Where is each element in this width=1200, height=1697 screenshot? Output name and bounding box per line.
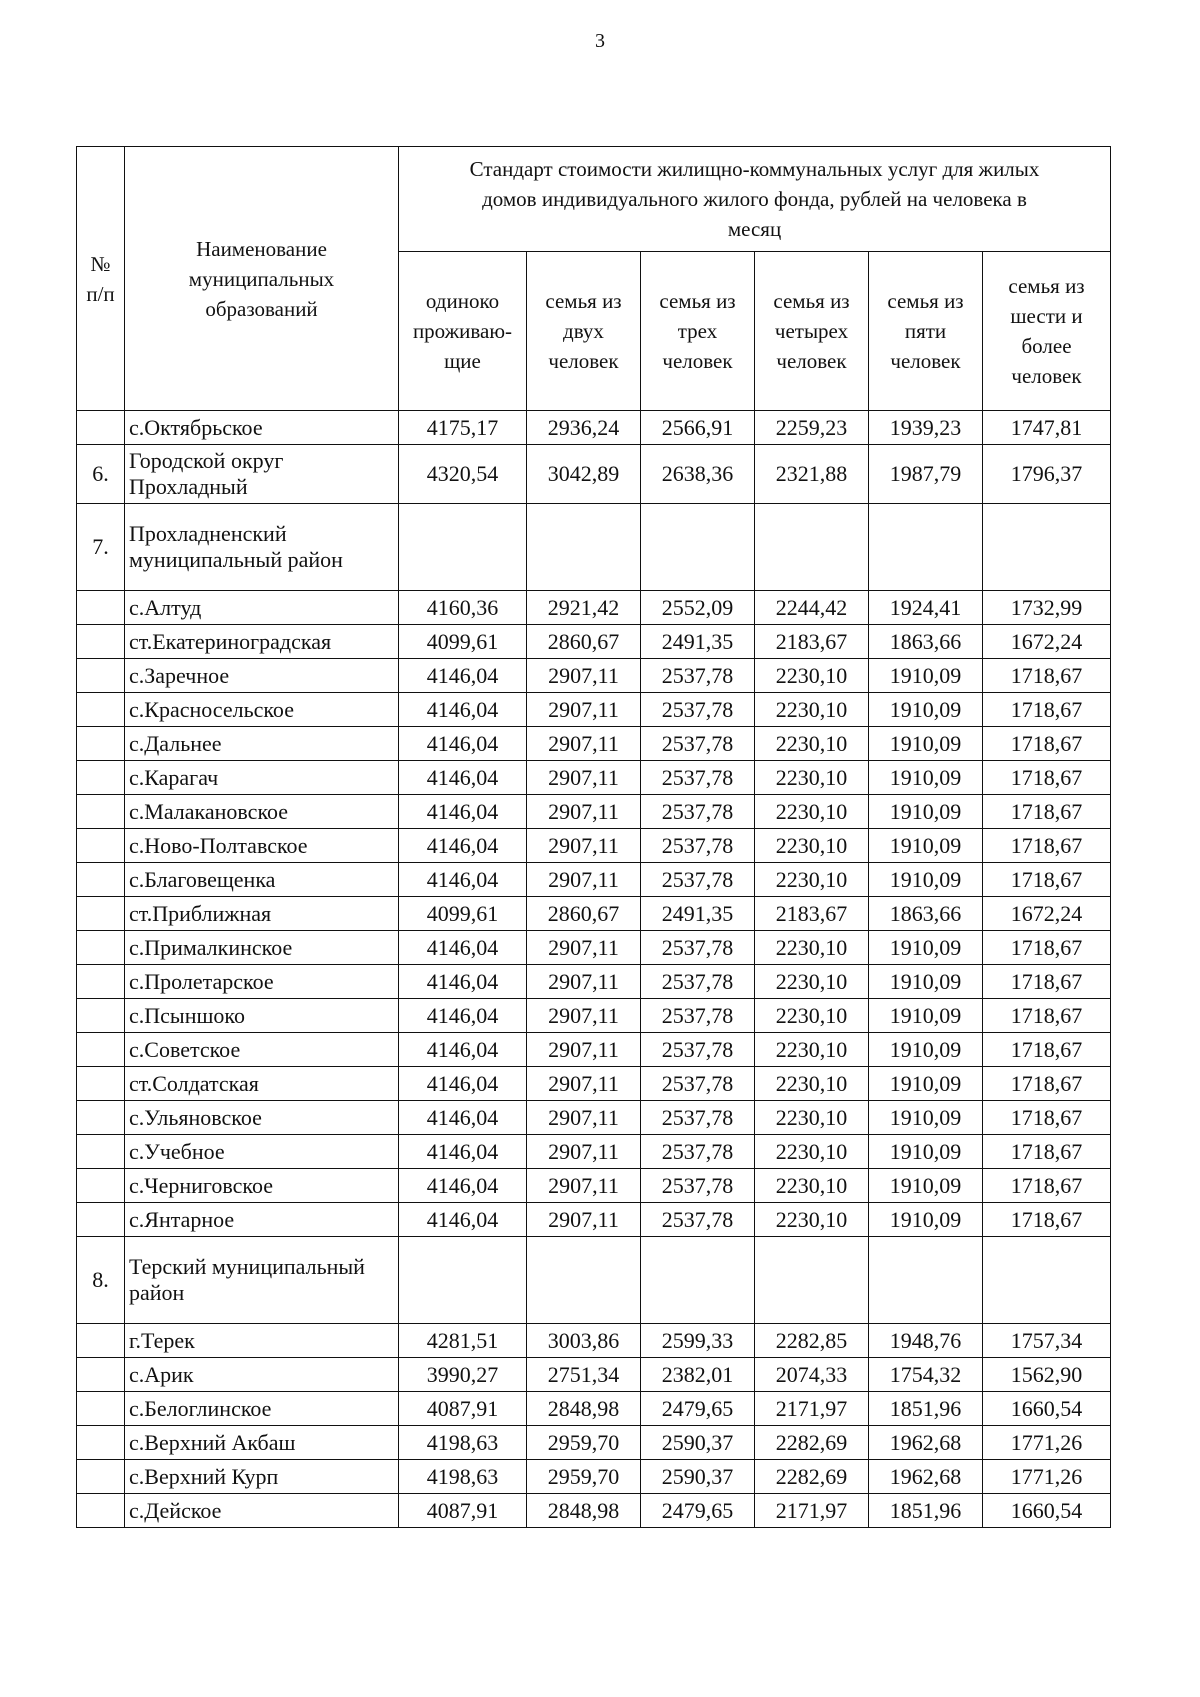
cost-value: 4146,04	[399, 693, 527, 727]
cost-value: 2936,24	[527, 411, 641, 445]
cost-value: 2959,70	[527, 1426, 641, 1460]
cost-value: 1910,09	[869, 795, 983, 829]
cost-value: 1718,67	[983, 1033, 1111, 1067]
table-row	[77, 693, 1111, 727]
cost-value: 2537,78	[641, 999, 755, 1033]
cost-value: 1660,54	[983, 1392, 1111, 1426]
table-row	[77, 1358, 1111, 1392]
header-standard: Стандарт стоимости жилищно-коммунальных услуг для жилых домов индивидуального жилого фонда, рублей на человека в месяц	[399, 147, 1111, 252]
cost-value: 2321,88	[755, 445, 869, 504]
cost-value: 4146,04	[399, 761, 527, 795]
cost-value: 1718,67	[983, 795, 1111, 829]
cost-value: 4281,51	[399, 1324, 527, 1358]
row-number	[77, 761, 125, 795]
cost-value: 4146,04	[399, 1169, 527, 1203]
municipality-name: с.Дейское	[125, 1494, 399, 1528]
table-row	[77, 1135, 1111, 1169]
cost-value: 2230,10	[755, 863, 869, 897]
cost-value: 2479,65	[641, 1494, 755, 1528]
cost-value: 1754,32	[869, 1358, 983, 1392]
cost-value: 1718,67	[983, 1135, 1111, 1169]
table-row	[77, 829, 1111, 863]
cost-value: 2907,11	[527, 795, 641, 829]
municipality-name: с.Красносельское	[125, 693, 399, 727]
cost-value: 1910,09	[869, 863, 983, 897]
cost-value: 2537,78	[641, 863, 755, 897]
cost-value: 2566,91	[641, 411, 755, 445]
cost-value: 2751,34	[527, 1358, 641, 1392]
row-number	[77, 1358, 125, 1392]
cost-value: 2479,65	[641, 1392, 755, 1426]
cost-value: 1910,09	[869, 1203, 983, 1237]
municipality-name: с.Белоглинское	[125, 1392, 399, 1426]
row-number	[77, 863, 125, 897]
table-row	[77, 897, 1111, 931]
cost-value	[755, 1237, 869, 1324]
municipality-name: с.Благовещенка	[125, 863, 399, 897]
table-row	[77, 727, 1111, 761]
table-row	[77, 931, 1111, 965]
municipality-name: ст.Солдатская	[125, 1067, 399, 1101]
municipality-name: с.Советское	[125, 1033, 399, 1067]
municipality-name: с.Алтуд	[125, 591, 399, 625]
cost-value: 2230,10	[755, 965, 869, 999]
row-number	[77, 829, 125, 863]
cost-value: 1672,24	[983, 897, 1111, 931]
row-number	[77, 1067, 125, 1101]
cost-value: 2230,10	[755, 727, 869, 761]
cost-value: 2537,78	[641, 965, 755, 999]
cost-value: 4198,63	[399, 1426, 527, 1460]
cost-value: 1910,09	[869, 1135, 983, 1169]
cost-value	[399, 1237, 527, 1324]
cost-value: 1718,67	[983, 659, 1111, 693]
table-row	[77, 1203, 1111, 1237]
header-col-four: семья из четырех человек	[755, 252, 869, 411]
cost-value: 1718,67	[983, 1067, 1111, 1101]
cost-value: 2230,10	[755, 1203, 869, 1237]
cost-value: 2848,98	[527, 1392, 641, 1426]
cost-value: 4146,04	[399, 1033, 527, 1067]
row-number	[77, 1101, 125, 1135]
cost-value: 1910,09	[869, 1169, 983, 1203]
cost-value: 2921,42	[527, 591, 641, 625]
table-row	[77, 1494, 1111, 1528]
table-row	[77, 999, 1111, 1033]
cost-value: 4146,04	[399, 863, 527, 897]
municipality-name: г.Терек	[125, 1324, 399, 1358]
cost-value: 1747,81	[983, 411, 1111, 445]
municipality-name: с.Дальнее	[125, 727, 399, 761]
cost-value: 1910,09	[869, 965, 983, 999]
table-row	[77, 863, 1111, 897]
cost-value: 4087,91	[399, 1392, 527, 1426]
cost-value: 2907,11	[527, 829, 641, 863]
cost-value: 2537,78	[641, 795, 755, 829]
cost-value: 2907,11	[527, 999, 641, 1033]
cost-value: 4146,04	[399, 1101, 527, 1135]
cost-value: 2230,10	[755, 795, 869, 829]
cost-value: 2244,42	[755, 591, 869, 625]
cost-value: 2382,01	[641, 1358, 755, 1392]
cost-value: 2074,33	[755, 1358, 869, 1392]
header-col-five: семья из пяти человек	[869, 252, 983, 411]
cost-value: 2537,78	[641, 1169, 755, 1203]
cost-value: 1910,09	[869, 659, 983, 693]
cost-value: 1718,67	[983, 829, 1111, 863]
cost-value: 2230,10	[755, 1101, 869, 1135]
cost-value: 2599,33	[641, 1324, 755, 1358]
cost-value: 2259,23	[755, 411, 869, 445]
cost-value: 2860,67	[527, 625, 641, 659]
row-number	[77, 1203, 125, 1237]
municipality-name: с.Черниговское	[125, 1169, 399, 1203]
cost-value: 1987,79	[869, 445, 983, 504]
municipality-name: с.Заречное	[125, 659, 399, 693]
cost-value: 4175,17	[399, 411, 527, 445]
cost-value: 2907,11	[527, 1135, 641, 1169]
table-row	[77, 1324, 1111, 1358]
cost-value: 1910,09	[869, 999, 983, 1033]
cost-value: 4146,04	[399, 1203, 527, 1237]
cost-value: 2537,78	[641, 1203, 755, 1237]
row-number	[77, 411, 125, 445]
municipality-name: с.Верхний Курп	[125, 1460, 399, 1494]
cost-value: 1771,26	[983, 1460, 1111, 1494]
cost-value: 2537,78	[641, 1067, 755, 1101]
cost-value: 2230,10	[755, 1169, 869, 1203]
cost-value: 3003,86	[527, 1324, 641, 1358]
table-row	[77, 659, 1111, 693]
cost-value: 2907,11	[527, 965, 641, 999]
municipality-name: Городской округ Прохладный	[125, 445, 399, 504]
cost-value: 4087,91	[399, 1494, 527, 1528]
table-row	[77, 795, 1111, 829]
cost-value: 2907,11	[527, 693, 641, 727]
table-row	[77, 591, 1111, 625]
cost-value: 2638,36	[641, 445, 755, 504]
row-number	[77, 625, 125, 659]
cost-value: 2907,11	[527, 1101, 641, 1135]
row-number	[77, 727, 125, 761]
cost-value: 2230,10	[755, 693, 869, 727]
cost-value: 1562,90	[983, 1358, 1111, 1392]
cost-value	[527, 504, 641, 591]
cost-value: 1962,68	[869, 1460, 983, 1494]
cost-value: 2230,10	[755, 1135, 869, 1169]
housing-cost-table	[76, 146, 1111, 1528]
cost-value: 2907,11	[527, 761, 641, 795]
row-number	[77, 1324, 125, 1358]
cost-value: 1948,76	[869, 1324, 983, 1358]
cost-value: 1939,23	[869, 411, 983, 445]
cost-value: 1672,24	[983, 625, 1111, 659]
cost-value: 2907,11	[527, 1033, 641, 1067]
cost-value	[641, 1237, 755, 1324]
table-row	[77, 1101, 1111, 1135]
municipality-name: с.Псыншоко	[125, 999, 399, 1033]
cost-value: 1924,41	[869, 591, 983, 625]
row-number	[77, 1033, 125, 1067]
header-col-two: семья из двух человек	[527, 252, 641, 411]
municipality-name: с.Янтарное	[125, 1203, 399, 1237]
cost-value: 2590,37	[641, 1426, 755, 1460]
row-number	[77, 1169, 125, 1203]
cost-value: 1910,09	[869, 761, 983, 795]
cost-value: 2959,70	[527, 1460, 641, 1494]
cost-value: 2537,78	[641, 659, 755, 693]
row-number	[77, 659, 125, 693]
cost-value: 2230,10	[755, 659, 869, 693]
cost-value: 1910,09	[869, 1067, 983, 1101]
cost-value: 2907,11	[527, 931, 641, 965]
cost-value: 2907,11	[527, 659, 641, 693]
row-number	[77, 897, 125, 931]
cost-value: 4146,04	[399, 1135, 527, 1169]
cost-value: 1718,67	[983, 761, 1111, 795]
cost-value: 1910,09	[869, 727, 983, 761]
cost-value: 2537,78	[641, 1033, 755, 1067]
cost-value: 2860,67	[527, 897, 641, 931]
cost-value: 1771,26	[983, 1426, 1111, 1460]
row-number	[77, 965, 125, 999]
cost-value: 2491,35	[641, 625, 755, 659]
section-row	[77, 504, 1111, 591]
cost-value: 2537,78	[641, 829, 755, 863]
cost-value: 4198,63	[399, 1460, 527, 1494]
cost-value: 4146,04	[399, 829, 527, 863]
cost-value: 4146,04	[399, 1067, 527, 1101]
row-number	[77, 693, 125, 727]
row-number	[77, 1426, 125, 1460]
cost-value: 2537,78	[641, 693, 755, 727]
municipality-name: Прохладненский муниципальный район	[125, 504, 399, 591]
header-col-six: семья из шести и более человек	[983, 252, 1111, 411]
page-number: 3	[595, 30, 605, 52]
cost-value: 1718,67	[983, 999, 1111, 1033]
cost-value: 2230,10	[755, 1033, 869, 1067]
cost-value: 2537,78	[641, 931, 755, 965]
row-number	[77, 999, 125, 1033]
cost-value: 2537,78	[641, 1135, 755, 1169]
row-number	[77, 1460, 125, 1494]
municipality-name: с.Пролетарское	[125, 965, 399, 999]
header-col-single: одиноко проживаю-щие	[399, 252, 527, 411]
municipality-name: ст.Екатериноградская	[125, 625, 399, 659]
cost-value	[399, 504, 527, 591]
cost-value: 2907,11	[527, 1169, 641, 1203]
row-number	[77, 1494, 125, 1528]
section-row	[77, 445, 1111, 504]
cost-value: 1851,96	[869, 1494, 983, 1528]
cost-value: 4146,04	[399, 999, 527, 1033]
cost-value: 2230,10	[755, 931, 869, 965]
cost-value: 2907,11	[527, 1067, 641, 1101]
cost-value	[641, 504, 755, 591]
cost-value: 4160,36	[399, 591, 527, 625]
row-number	[77, 931, 125, 965]
cost-value: 4099,61	[399, 897, 527, 931]
cost-value: 2848,98	[527, 1494, 641, 1528]
municipality-name: с.Ульяновское	[125, 1101, 399, 1135]
cost-value: 2230,10	[755, 1067, 869, 1101]
cost-value: 2537,78	[641, 727, 755, 761]
cost-value: 2183,67	[755, 625, 869, 659]
cost-value: 1718,67	[983, 965, 1111, 999]
cost-value: 2552,09	[641, 591, 755, 625]
cost-value: 1910,09	[869, 931, 983, 965]
cost-value: 3990,27	[399, 1358, 527, 1392]
cost-value: 1796,37	[983, 445, 1111, 504]
cost-value	[869, 1237, 983, 1324]
cost-value: 2537,78	[641, 1101, 755, 1135]
cost-value: 2171,97	[755, 1392, 869, 1426]
table-body	[77, 411, 1111, 1528]
row-number	[77, 591, 125, 625]
cost-value: 2230,10	[755, 761, 869, 795]
cost-value	[983, 1237, 1111, 1324]
header-col-three: семья из трех человек	[641, 252, 755, 411]
cost-value: 1910,09	[869, 1033, 983, 1067]
cost-value: 2230,10	[755, 999, 869, 1033]
table-row	[77, 1169, 1111, 1203]
cost-value: 3042,89	[527, 445, 641, 504]
cost-value: 1962,68	[869, 1426, 983, 1460]
cost-value: 4146,04	[399, 659, 527, 693]
cost-value: 2282,85	[755, 1324, 869, 1358]
cost-value	[527, 1237, 641, 1324]
cost-value: 2907,11	[527, 1203, 641, 1237]
municipality-name: ст.Приближная	[125, 897, 399, 931]
cost-value: 1863,66	[869, 625, 983, 659]
header-num: № п/п	[77, 147, 125, 411]
cost-value: 1718,67	[983, 1169, 1111, 1203]
cost-value: 4146,04	[399, 727, 527, 761]
cost-value: 1910,09	[869, 829, 983, 863]
section-row	[77, 1237, 1111, 1324]
cost-value: 1718,67	[983, 727, 1111, 761]
cost-value: 1910,09	[869, 693, 983, 727]
cost-value: 4099,61	[399, 625, 527, 659]
cost-value: 1718,67	[983, 863, 1111, 897]
municipality-name: с.Учебное	[125, 1135, 399, 1169]
table-row	[77, 1426, 1111, 1460]
municipality-name: Терский муниципальный район	[125, 1237, 399, 1324]
table-row	[77, 1033, 1111, 1067]
cost-value: 1910,09	[869, 1101, 983, 1135]
cost-value: 1718,67	[983, 1101, 1111, 1135]
municipality-name: с.Малакановское	[125, 795, 399, 829]
cost-value: 1757,34	[983, 1324, 1111, 1358]
cost-value: 2907,11	[527, 727, 641, 761]
table-row	[77, 965, 1111, 999]
cost-value	[983, 504, 1111, 591]
cost-value: 2282,69	[755, 1426, 869, 1460]
table-row	[77, 625, 1111, 659]
cost-value: 2230,10	[755, 829, 869, 863]
cost-value: 2590,37	[641, 1460, 755, 1494]
cost-value: 1718,67	[983, 931, 1111, 965]
table-row	[77, 761, 1111, 795]
cost-value: 2183,67	[755, 897, 869, 931]
row-number: 8.	[77, 1237, 125, 1324]
cost-value: 2537,78	[641, 761, 755, 795]
row-number	[77, 1135, 125, 1169]
municipality-name: с.Прималкинское	[125, 931, 399, 965]
cost-value: 1863,66	[869, 897, 983, 931]
cost-value: 1660,54	[983, 1494, 1111, 1528]
municipality-name: с.Ново-Полтавское	[125, 829, 399, 863]
cost-value: 4146,04	[399, 965, 527, 999]
cost-value: 2171,97	[755, 1494, 869, 1528]
cost-value	[755, 504, 869, 591]
row-number	[77, 1392, 125, 1426]
cost-value: 4146,04	[399, 795, 527, 829]
row-number: 6.	[77, 445, 125, 504]
table-row	[77, 1067, 1111, 1101]
table-row	[77, 1460, 1111, 1494]
row-number	[77, 795, 125, 829]
cost-value	[869, 504, 983, 591]
row-number: 7.	[77, 504, 125, 591]
cost-value: 1718,67	[983, 1203, 1111, 1237]
table-row	[77, 1392, 1111, 1426]
municipality-name: с.Верхний Акбаш	[125, 1426, 399, 1460]
table-row	[77, 411, 1111, 445]
cost-value: 1851,96	[869, 1392, 983, 1426]
cost-value: 2907,11	[527, 863, 641, 897]
municipality-name: с.Карагач	[125, 761, 399, 795]
header-name: Наименование муниципальных образований	[125, 147, 399, 411]
municipality-name: с.Октябрьское	[125, 411, 399, 445]
cost-value: 4320,54	[399, 445, 527, 504]
cost-value: 4146,04	[399, 931, 527, 965]
municipality-name: с.Арик	[125, 1358, 399, 1392]
cost-value: 1732,99	[983, 591, 1111, 625]
cost-value: 1718,67	[983, 693, 1111, 727]
cost-value: 2491,35	[641, 897, 755, 931]
cost-value: 2282,69	[755, 1460, 869, 1494]
